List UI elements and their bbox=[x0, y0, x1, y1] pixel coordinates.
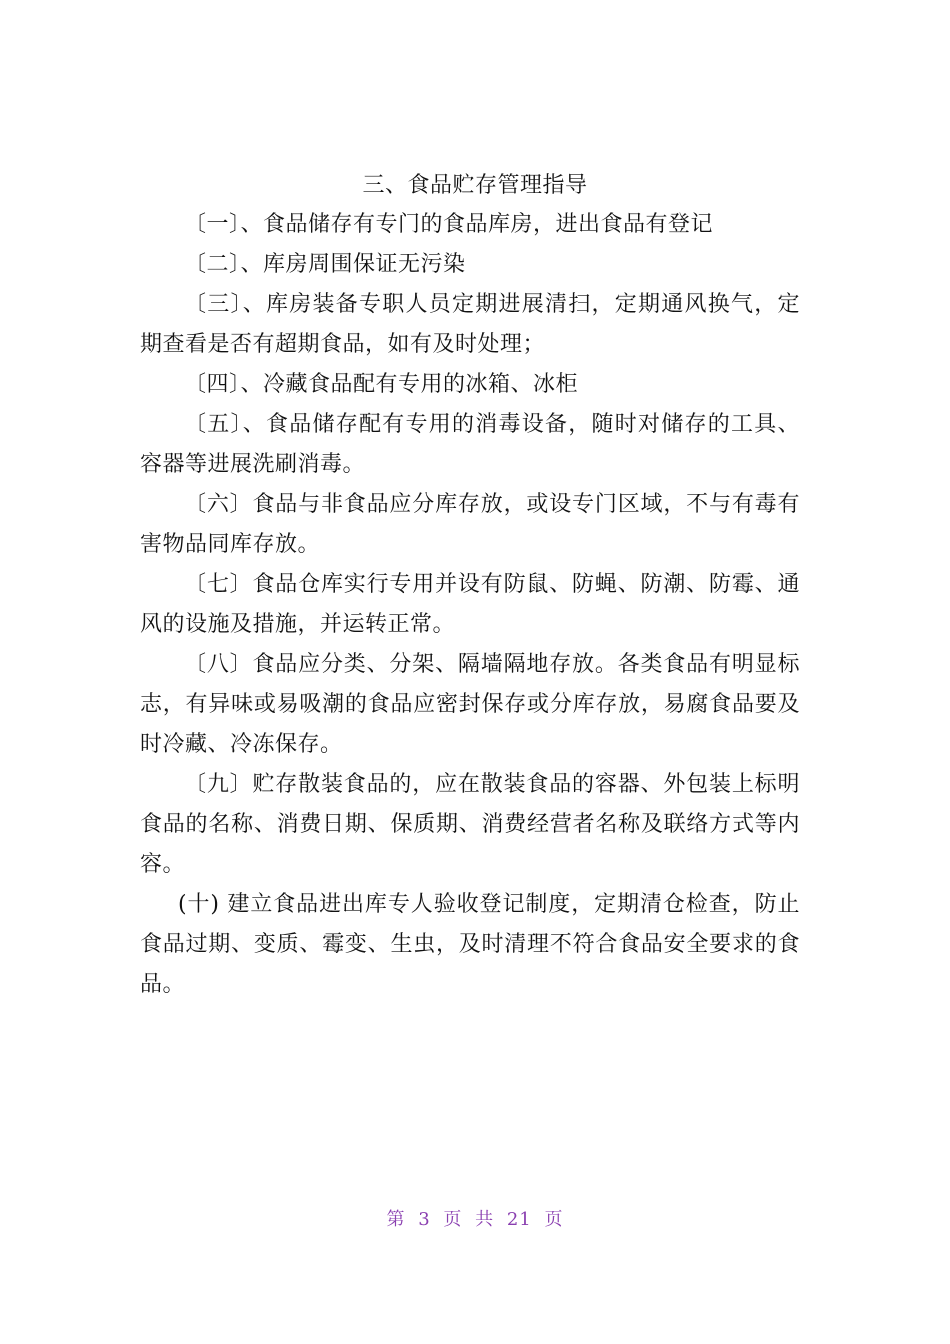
paragraph-3: 〔三〕、库房装备专职人员定期进展清扫，定期通风换气，定期查看是否有超期食品，如有及时处理； bbox=[140, 292, 800, 357]
section-title: 三、食品贮存管理指导 bbox=[362, 173, 588, 198]
paragraph-10: (十) 建立食品进出库专人验收登记制度，定期清仓检查，防止食品过期、变质、霉变、生虫，及时清理不符合食品安全要求的食品。 bbox=[140, 892, 800, 997]
paragraph-7: 〔七〕食品仓库实行专用并设有防鼠、防蝇、防潮、防霉、通风的设施及措施，并运转正常。 bbox=[140, 572, 800, 637]
page-number-footer: 第 3 页 共 21 页 bbox=[386, 1209, 564, 1230]
paragraph-1: 〔一〕、食品储存有专门的食品库房，进出食品有登记 bbox=[184, 212, 714, 237]
paragraph-4: 〔四〕、冷藏食品配有专用的冰箱、冰柜 bbox=[184, 372, 579, 397]
document-body bbox=[140, 205, 800, 1005]
paragraph-6: 〔六〕食品与非食品应分库存放，或设专门区域，不与有毒有害物品同库存放。 bbox=[140, 492, 800, 557]
paragraph-9: 〔九〕贮存散装食品的，应在散装食品的容器、外包装上标明食品的名称、消费日期、保质期、消费经营者名称及联络方式等内容。 bbox=[140, 772, 800, 877]
paragraph-5: 〔五〕、食品储存配有专用的消毒设备，随时对储存的工具、容器等进展洗刷消毒。 bbox=[140, 412, 800, 477]
paragraph-2: 〔二〕、库房周围保证无污染 bbox=[184, 252, 466, 277]
paragraph-8: 〔八〕食品应分类、分架、隔墙隔地存放。各类食品有明显标志，有异味或易吸潮的食品应密封保存或分库存放，易腐食品要及时冷藏、冷冻保存。 bbox=[140, 652, 800, 757]
